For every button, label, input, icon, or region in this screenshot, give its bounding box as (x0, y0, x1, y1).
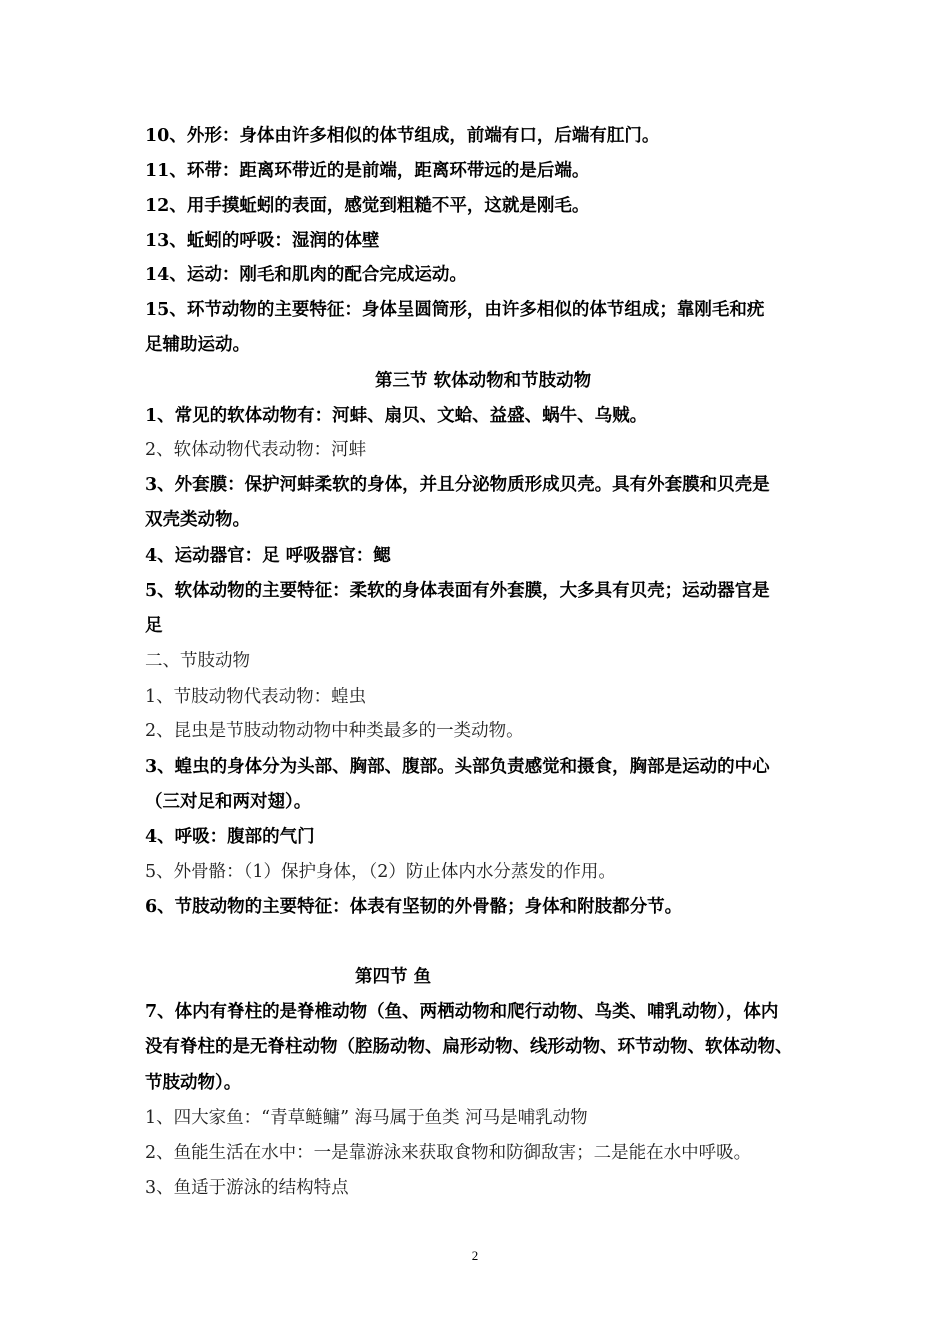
mollusc-line-3: 3、外套膜：保护河蚌柔软的身体，并且分泌物质形成贝壳。具有外套膜和贝壳是 (145, 475, 770, 495)
mollusc-line-4: 4、运动器官：足 呼吸器官：鳃 (145, 546, 391, 566)
arthropod-line-4: 4、呼吸：腹部的气门 (145, 827, 315, 847)
fish-line-1: 1、四大家鱼：“青草鲢鳙” 海马属于鱼类 河马是哺乳动物 (145, 1108, 588, 1128)
text-line-13: 13、蚯蚓的呼吸：湿润的体壁 (145, 231, 380, 251)
arthropod-line-3: 3、蝗虫的身体分为头部、胸部、腹部。头部负责感觉和摄食，胸部是运动的中心 (145, 757, 770, 777)
section-heading-3: 第三节 软体动物和节肢动物 (375, 371, 592, 391)
subsection-heading-arthropod: 二、节肢动物 (145, 651, 250, 671)
mollusc-line-2: 2、软体动物代表动物：河蚌 (145, 440, 367, 460)
text-line-15: 15、环节动物的主要特征：身体呈圆筒形，由许多相似的体节组成；靠刚毛和疣 (145, 300, 765, 320)
mollusc-line-5-cont: 足 (145, 616, 163, 636)
page-number: 2 (471, 1248, 479, 1263)
mollusc-line-3-cont: 双壳类动物。 (145, 510, 250, 530)
arthropod-line-5: 5、外骨骼：（1）保护身体，（2）防止体内水分蒸发的作用。 (145, 862, 616, 882)
fish-line-7-cont-2: 节肢动物）。 (145, 1073, 242, 1093)
text-line-11: 11、环带：距离环带近的是前端，距离环带远的是后端。 (145, 161, 590, 181)
mollusc-line-1: 1、常见的软体动物有：河蚌、扇贝、文蛤、益盛、蜗牛、乌贼。 (145, 406, 648, 426)
text-line-14: 14、运动：刚毛和肌肉的配合完成运动。 (145, 265, 467, 285)
arthropod-line-1: 1、节肢动物代表动物：蝗虫 (145, 687, 367, 707)
mollusc-line-5: 5、软体动物的主要特征：柔软的身体表面有外套膜，大多具有贝壳；运动器官是 (145, 581, 770, 601)
text-line-12: 12、用手摸蚯蚓的表面，感觉到粗糙不平，这就是刚毛。 (145, 196, 590, 216)
arthropod-line-6: 6、节肢动物的主要特征：体表有坚韧的外骨骼；身体和附肢都分节。 (145, 897, 683, 917)
section-heading-4: 第四节 鱼 (355, 967, 432, 987)
text-line-10: 10、外形：身体由许多相似的体节组成，前端有口，后端有肛门。 (145, 126, 660, 146)
fish-line-7: 7、体内有脊柱的是脊椎动物（鱼、两栖动物和爬行动物、鸟类、哺乳动物），体内 (145, 1002, 779, 1022)
fish-line-7-cont-1: 没有脊柱的是无脊柱动物（腔肠动物、扁形动物、线形动物、环节动物、软体动物、 (145, 1037, 793, 1057)
arthropod-line-3-cont: （三对足和两对翅）。 (145, 792, 312, 812)
text-line-15-cont: 足辅助运动。 (145, 335, 250, 355)
arthropod-line-2: 2、昆虫是节肢动物动物中种类最多的一类动物。 (145, 721, 524, 741)
fish-line-3: 3、鱼适于游泳的结构特点 (145, 1178, 349, 1198)
fish-line-2: 2、鱼能生活在水中：一是靠游泳来获取食物和防御敌害；二是能在水中呼吸。 (145, 1143, 752, 1163)
